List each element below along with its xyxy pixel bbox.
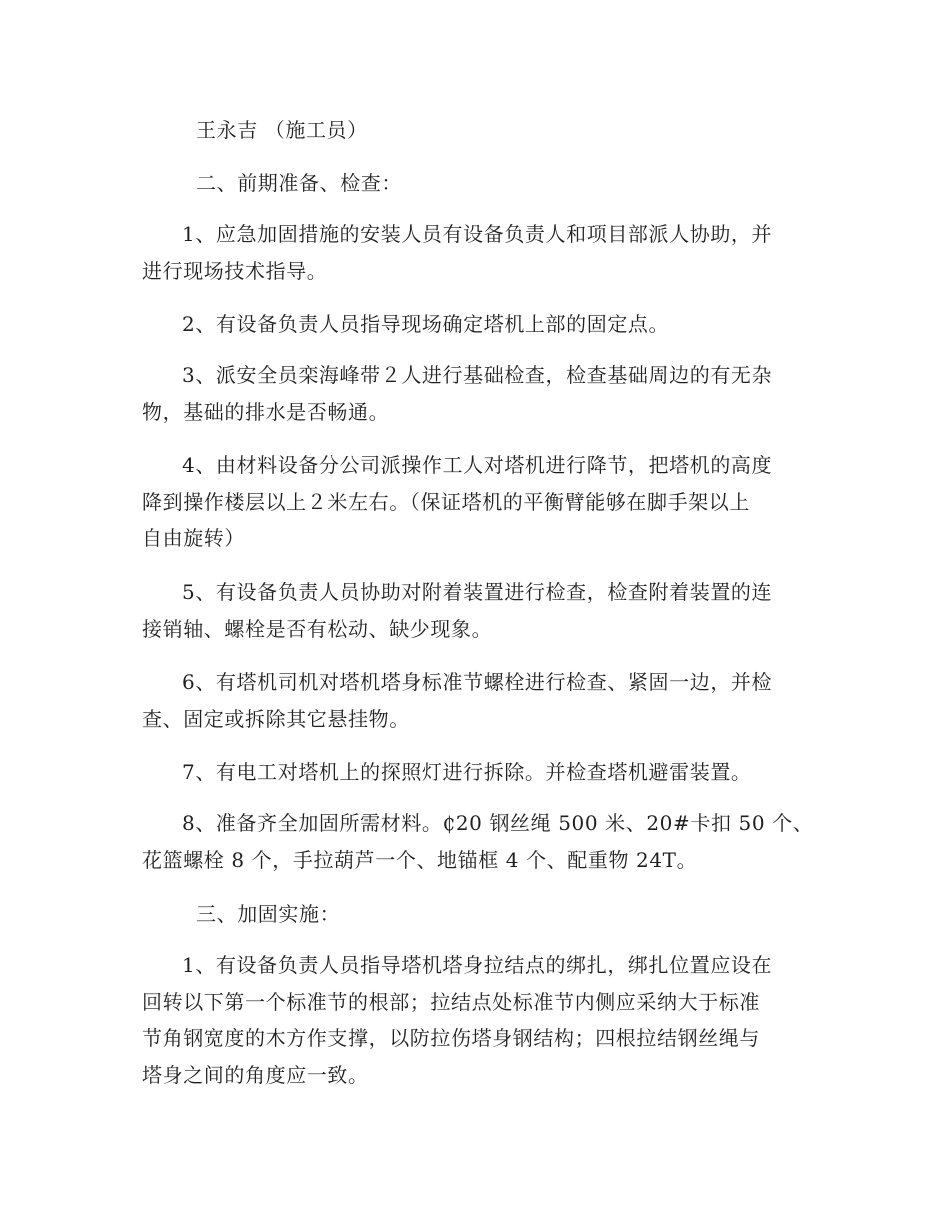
paragraph-8-line-1: 8、准备齐全加固所需材料。₵20 钢丝绳 500 米、20#卡扣 50 个、: [182, 811, 814, 835]
paragraph-6-line-2: 查、固定或拆除其它悬挂物。: [142, 707, 410, 731]
paragraph-2-line-1: 2、有设备负责人员指导现场确定塔机上部的固定点。: [182, 312, 670, 336]
section-3-paragraph-1-line-2: 回转以下第一个标准节的根部；拉结点处标准节内侧应采纳大于标准: [142, 990, 760, 1014]
person-line: 王永吉 （施工员）: [196, 118, 368, 142]
paragraph-3-line-1: 3、派安全员栾海峰带２人进行基础检查，检查基础周边的有无杂: [182, 363, 773, 387]
paragraph-4-line-3: 自由旋转）: [142, 526, 245, 550]
section-3-paragraph-1-line-4: 塔身之间的角度应一致。: [142, 1063, 369, 1087]
paragraph-1-line-2: 进行现场技术指导。: [142, 259, 328, 283]
paragraph-8-line-2: 花篮螺栓 8 个，手拉葫芦一个、地锚框 4 个、配重物 24T。: [142, 848, 698, 872]
paragraph-5-line-1: 5、有设备负责人员协助对附着装置进行检查，检查附着装置的连: [182, 580, 773, 604]
paragraph-4-line-2: 降到操作楼层以上２米左右。（保证塔机的平衡臂能够在脚手架以上: [142, 490, 750, 514]
paragraph-1-line-1: 1、应急加固措施的安装人员有设备负责人和项目部派人协助，并: [182, 222, 773, 246]
paragraph-3-line-2: 物，基础的排水是否畅通。: [142, 400, 390, 424]
paragraph-6-line-1: 6、有塔机司机对塔机塔身标准节螺栓进行检查、紧固一边，并检: [182, 670, 773, 694]
section-3-paragraph-1-line-3: 节角钢宽度的木方作支撑，以防拉伤塔身钢结构；四根拉结钢丝绳与: [142, 1026, 760, 1050]
paragraph-5-line-2: 接销轴、螺栓是否有松动、缺少现象。: [142, 617, 493, 641]
paragraph-4-line-1: 4、由材料设备分公司派操作工人对塔机进行降节，把塔机的高度: [182, 453, 773, 477]
section-2-heading: 二、前期准备、检查：: [196, 171, 402, 195]
section-3-heading: 三、加固实施：: [196, 902, 341, 926]
section-3-paragraph-1-line-1: 1、有设备负责人员指导塔机塔身拉结点的绑扎，绑扎位置应设在: [182, 953, 773, 977]
paragraph-7-line-1: 7、有电工对塔机上的探照灯进行拆除。并检查塔机避雷装置。: [182, 760, 752, 784]
